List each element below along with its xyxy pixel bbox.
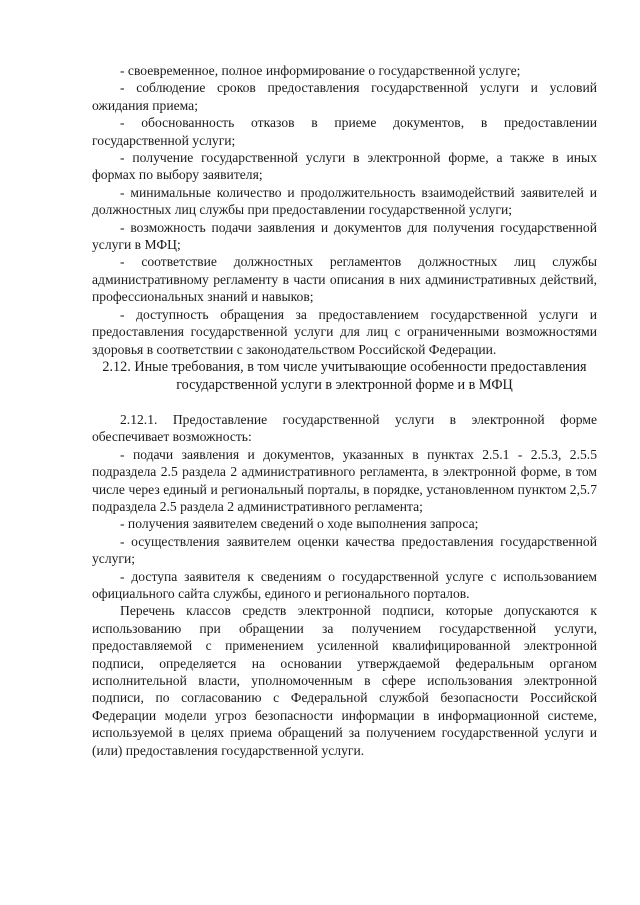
list-item: - получения заявителем сведений о ходе выполнения запроса; <box>120 516 479 532</box>
list-item: - соответствие должностных регламентов должностных лиц службы административному регламенту в части описания в них административных действий, профессиональных знаний и навыков; <box>92 254 597 305</box>
list-item: - своевременное, полное информирование о государственной услуге; <box>120 63 521 78</box>
list-item: - обоснованность отказов в приеме документов, в предоставлении государственной услуги; <box>92 115 597 148</box>
list-item: - получение государственной услуги в электронной форме, а также в иных формах по выбору заявителя; <box>92 150 597 183</box>
list-item: - соблюдение сроков предоставления государственной услуги и условий ожидания приема; <box>92 80 597 113</box>
document-page <box>92 62 597 759</box>
subsection-intro: 2.12.1. Предоставление государственной услуги в электронной форме обеспечивает возможность: <box>92 411 597 445</box>
list-item: - минимальные количество и продолжительность взаимодействий заявителей и должностных лиц службы при предоставлении государственной услуги; <box>92 184 597 218</box>
list-item: - осуществления заявителем оценки качества предоставления государственной услуги; <box>92 533 597 567</box>
list-item: - доступность обращения за предоставлением государственной услуги и предоставления государственной услуги для лиц с ограниченными возможностями здоровья в соответствии с законодательством Российской Федерации. <box>92 306 597 357</box>
section-heading: 2.12. Иные требования, в том числе учитывающие особенности предоставления государственной услуги в электронной форме и в МФЦ <box>102 358 587 393</box>
list-item: - возможность подачи заявления и документов для получения государственной услуги в МФЦ; <box>92 219 597 253</box>
list-item: - подачи заявления и документов, указанных в пунктах 2.5.1 - 2.5.3, 2.5.5 подраздела 2.5 раздела 2 административного регламента, в электронной форме, в том числе через единый и региональный порталы, в порядке, установленном пунктом 2,5.7 подраздела 2.5 раздела 2 административного регламента; <box>92 446 597 514</box>
final-paragraph: Перечень классов средств электронной подписи, которые допускаются к использованию при обращении за получением государственной услуги, предоставляемой с применением усиленной квалифицированной электронной подписи, определяется на основании утверждаемой федеральным органом исполнительной власти, уполномоченным в сфере использования электронной подписи, по согласованию с Федеральной службой безопасности Российской Федерации модели угроз безопасности информации в информационной системе, используемой в целях приема обращений за получением государственной услуги и (или) предоставления государственной услуги. <box>92 603 597 758</box>
list-item: - доступа заявителя к сведениям о государственной услуге с использованием официального сайта службы, единого и регионального порталов. <box>92 568 597 601</box>
